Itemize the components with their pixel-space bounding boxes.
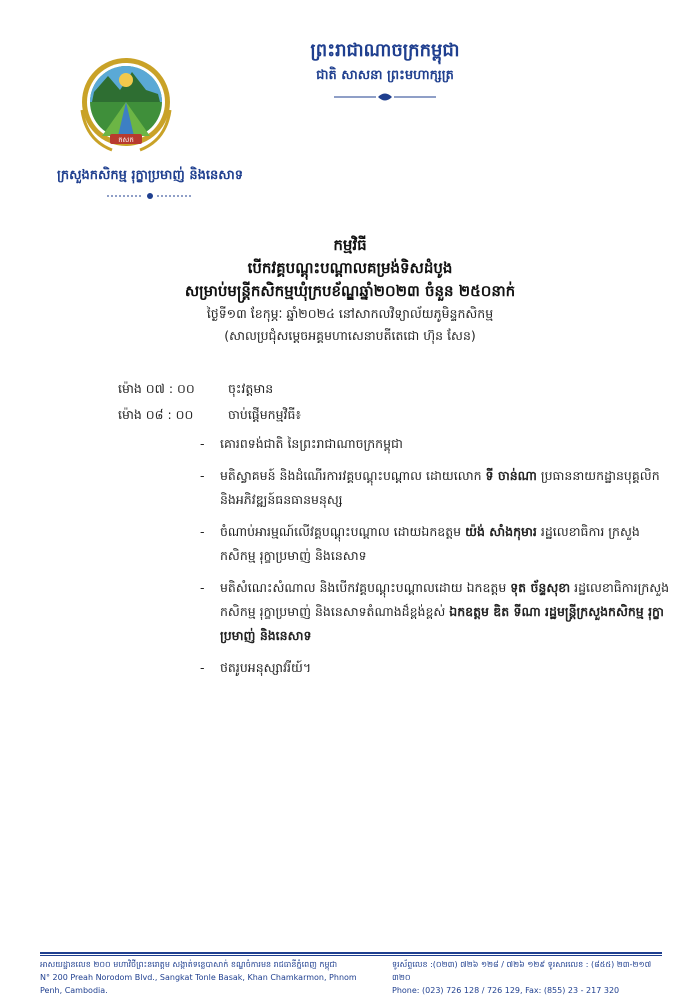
schedule-desc: ចុះវត្តមាន xyxy=(228,381,274,396)
item-text-part: មតិស្វាគមន៍ និងដំណើរការវគ្គបណ្តុះបណ្តាល ដោយលោក xyxy=(220,468,486,483)
list-item xyxy=(200,520,670,568)
bullet: - xyxy=(200,580,205,595)
item-text-part: ចំណាប់អារម្មណ៍លើវគ្គបណ្តុះបណ្តាល ដោយឯកឧត្តម xyxy=(220,524,466,539)
list-item xyxy=(200,576,670,648)
schedule-desc: ចាប់ផ្តើមកម្មវិធី៖ xyxy=(228,407,301,422)
list-item xyxy=(200,432,670,456)
item-text-part: រដ្ឋលេខាធិការ ក្រសួងកសិកម្ម រុក្ខាប្រមាញ់ និងនេសាទ xyxy=(220,524,640,563)
kingdom-header xyxy=(255,38,515,104)
address-khmer: អាសយដ្ឋានលេខ ២០០ មហាវិថីព្រះនរោត្តម សង្កាត់ទន្លេបាសាក់ ខណ្ឌចំការមន រាជធានីភ្នំពេញ កម្ពុជា xyxy=(40,960,338,969)
item-text-part: មតិសំណេះសំណាល និងបើកវគ្គបណ្តុះបណ្តាលដោយ ឯកឧត្តម xyxy=(220,580,511,595)
bullet: - xyxy=(200,468,205,483)
ministry-ornament-icon xyxy=(105,190,195,202)
title-line-1: កម្មវិធី xyxy=(333,236,367,254)
schedule-time: ម៉ោង ០៨ : ០០ xyxy=(118,407,194,422)
logo-text: កសក xyxy=(118,136,134,144)
person-name: ទុត ច័ន្ទសុខា xyxy=(510,580,571,595)
bullet: - xyxy=(200,660,205,675)
item-text xyxy=(220,656,670,680)
title-date: ថ្ងៃទី១៣ ខែកុម្ភៈ ឆ្នាំ២០២៤ នៅសាកលវិទ្យាល័យភូមិន្ទកសិកម្ម xyxy=(206,306,494,321)
address-english: N° 200 Preah Norodom Blvd., Sangkat Tonle Basak, Khan Chamkarmon, Phnom Penh, Cambodia. xyxy=(40,973,357,995)
item-text xyxy=(220,520,670,568)
kingdom-title: ព្រះរាជាណាចក្រកម្ពុជា xyxy=(310,40,460,61)
minister-name: ឯកឧត្តម ឌិត ទីណា រដ្ឋមន្ត្រីក្រសួងកសិកម្ម រុក្ខាប្រមាញ់ និងនេសាទ xyxy=(220,604,664,643)
footer-contact xyxy=(392,958,672,997)
person-name: យ៉ង់ សាំងកុមារ xyxy=(465,524,537,539)
ministry-block xyxy=(40,166,260,202)
phone-khmer: ទូរស័ព្ទលេខ :(០២៣) ៧២៦ ១២៨ / ៧២៦ ១២៩ ទូរសារលេខ : (៨៥៥) ២៣-២១៧ ៣២០ xyxy=(392,960,652,982)
footer-rule-thin xyxy=(40,955,662,956)
item-text xyxy=(220,432,670,456)
item-text-part: ប្រធាននាយកដ្ឋានបុគ្គលិក និងអភិវឌ្ឍន៍ធនធានមនុស្ស xyxy=(220,468,660,507)
item-text-part: គោរពទង់ជាតិ នៃព្រះរាជាណាចក្រកម្ពុជា xyxy=(220,436,403,451)
schedule-time: ម៉ោង ០៧ : ០០ xyxy=(118,381,195,396)
program-title xyxy=(40,234,660,347)
schedule-row xyxy=(118,404,658,426)
list-item xyxy=(200,464,670,512)
footer-address xyxy=(40,958,380,997)
person-name: ទី ចាន់ណា xyxy=(485,468,537,483)
item-text-part: រដ្ឋលេខាធិការក្រសួងកសិកម្ម រុក្ខាប្រមាញ់ និងនេសាទតំណាងដ៏ខ្ពង់ខ្ពស់ xyxy=(220,580,670,619)
schedule-row xyxy=(118,378,658,400)
national-motto: ជាតិ សាសនា ព្រះមហាក្សត្រ xyxy=(316,68,454,83)
item-text xyxy=(220,464,670,512)
ministry-emblem-icon xyxy=(72,50,222,170)
ministry-name: ក្រសួងកសិកម្ម រុក្ខាប្រមាញ់ និងនេសាទ xyxy=(57,168,243,183)
bullet: - xyxy=(200,524,205,539)
title-line-2: បើកវគ្គបណ្តុះបណ្តាលគម្រង់ទិសដំបូង xyxy=(247,259,453,277)
program-items xyxy=(200,432,670,688)
item-text xyxy=(220,576,670,648)
schedule xyxy=(118,378,658,430)
phone-english: Phone: (023) 726 128 / 726 129, Fax: (855) 23 - 217 320 xyxy=(392,986,620,995)
title-line-3: សម្រាប់មន្ត្រីកសិកម្មឃុំក្របខ័ណ្ឌឆ្នាំ២០២៣ ចំនួន ២៥០នាក់ xyxy=(184,282,516,300)
bullet: - xyxy=(200,436,205,451)
footer-rule xyxy=(40,952,662,954)
title-venue: (សាលប្រជុំសម្តេចអគ្គមហាសេនាបតីតេជោ ហ៊ុន សែន) xyxy=(224,328,476,343)
item-text-part: ថតរូបអនុស្សាវរីយ៍។ xyxy=(220,660,312,675)
ornament-divider-icon xyxy=(330,90,440,104)
ministry-logo xyxy=(72,50,222,170)
list-item xyxy=(200,656,670,680)
